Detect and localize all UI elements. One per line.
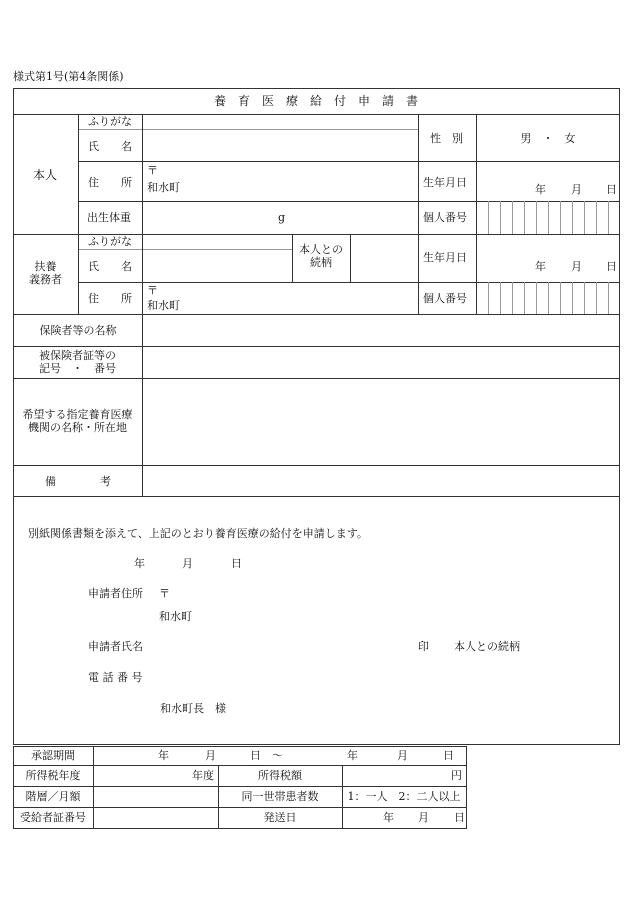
table-border-bottom: [13, 744, 620, 745]
yen-unit: 円: [451, 769, 462, 782]
addressee: 和水町長 様: [160, 702, 226, 715]
digit-divider: [572, 201, 573, 234]
seal-mark: 印: [418, 640, 429, 653]
approval-start-year: 年: [158, 749, 169, 762]
guardian-section-label: 扶養 義務者: [29, 260, 62, 286]
guardian-name-label: 氏 名: [88, 260, 132, 273]
insurer-label: 保険者等の名称: [39, 324, 117, 337]
infant-birth-month: 月: [571, 183, 582, 196]
approval-tilde: ～: [272, 749, 283, 762]
applicant-name-field[interactable]: [152, 636, 412, 656]
digit-divider: [608, 201, 609, 234]
digit-divider: [536, 282, 537, 314]
application-day: 日: [231, 557, 242, 570]
infant-id-number-boxes[interactable]: [476, 201, 620, 234]
digit-divider: [596, 201, 597, 234]
income-year-label: 所得税年度: [25, 769, 81, 782]
infant-section-label: 本人: [32, 168, 58, 182]
digit-divider: [512, 201, 513, 234]
digit-divider: [524, 201, 525, 234]
guardian-birth-year: 年: [535, 260, 546, 273]
digit-divider: [548, 201, 549, 234]
infant-id-number-label: 個人番号: [423, 211, 467, 224]
guardian-postal-mark: 〒: [147, 284, 158, 297]
infant-furigana-label: ふりがな: [88, 115, 132, 128]
send-date-label: 発送日: [263, 811, 297, 824]
digit-divider: [500, 201, 501, 234]
digit-divider: [536, 201, 537, 234]
infant-birthdate-label: 生年月日: [423, 176, 467, 189]
weight-unit: g: [278, 211, 286, 224]
infant-address-label: 住 所: [88, 176, 132, 189]
approval-start-month: 月: [205, 749, 216, 762]
infant-birth-year: 年: [535, 183, 546, 196]
same-household-label: 同一世帯患者数: [241, 790, 319, 803]
remarks-label: 備 考: [45, 475, 111, 488]
infant-gender-label: 性 別: [430, 132, 463, 145]
digit-divider: [524, 282, 525, 314]
application-month: 月: [182, 557, 193, 570]
applicant-postal-mark: 〒: [159, 587, 170, 600]
applicant-address-field[interactable]: [175, 584, 575, 624]
institution-field[interactable]: [143, 379, 619, 464]
guardian-town: 和水町: [147, 299, 180, 312]
guardian-birth-month: 月: [571, 260, 582, 273]
approval-end-day: 日: [443, 749, 454, 762]
digit-divider: [488, 201, 489, 234]
guardian-birthdate-label: 生年月日: [423, 251, 467, 264]
send-month: 月: [418, 811, 429, 824]
infant-name-label: 氏 名: [88, 140, 132, 153]
guardian-furigana-field[interactable]: [143, 235, 292, 248]
infant-address-field[interactable]: [160, 162, 418, 200]
applicant-name-label: 申請者氏名: [88, 640, 143, 653]
guardian-name-field[interactable]: [143, 250, 292, 281]
guardian-address-field[interactable]: [160, 283, 418, 313]
guardian-address-label: 住 所: [88, 292, 132, 305]
digit-divider: [584, 282, 585, 314]
form-label: 様式第1号(第4条関係): [13, 70, 124, 83]
digit-divider: [560, 282, 561, 314]
digit-divider: [560, 201, 561, 234]
infant-town: 和水町: [147, 181, 180, 194]
insurer-field[interactable]: [143, 315, 619, 345]
send-day: 日: [454, 811, 465, 824]
digit-divider: [584, 201, 585, 234]
table-border-right: [619, 88, 620, 745]
approval-end-year: 年: [347, 749, 358, 762]
applicant-phone-label: 電 話 番 号: [88, 671, 143, 684]
insurance-card-label: 被保険者証等の 記号 ・ 番号: [39, 349, 116, 375]
infant-birth-day: 日: [606, 183, 617, 196]
remarks-field[interactable]: [143, 466, 619, 495]
guardian-id-number-label: 個人番号: [423, 292, 467, 305]
form-title: 養 育 医 療 給 付 申 請 書: [213, 94, 419, 108]
applicant-address-label: 申請者住所: [88, 587, 143, 600]
approval-start-day: 日: [250, 749, 261, 762]
table-border-top: [13, 88, 620, 89]
fiscal-year-unit: 年度: [192, 769, 214, 782]
recipient-number-label: 受給者証番号: [20, 811, 86, 824]
infant-name-field[interactable]: [143, 130, 418, 160]
digit-divider: [512, 282, 513, 314]
guardian-furigana-label: ふりがな: [88, 235, 132, 248]
income-tax-label: 所得税額: [258, 769, 302, 782]
bracket-label: 階層／月額: [25, 790, 81, 803]
declaration-text: 別紙関係書類を添えて、上記のとおり養育医療の給付を申請します。: [28, 527, 368, 540]
relation-field[interactable]: [351, 235, 418, 281]
approval-end-month: 月: [397, 749, 408, 762]
send-year: 年: [383, 811, 394, 824]
digit-divider: [596, 282, 597, 314]
birth-weight-label: 出生体重: [87, 211, 131, 224]
guardian-birth-day: 日: [606, 260, 617, 273]
guardian-id-number-boxes[interactable]: [476, 282, 620, 314]
infant-furigana-field[interactable]: [143, 115, 418, 128]
digit-divider: [608, 282, 609, 314]
digit-divider: [500, 282, 501, 314]
digit-divider: [548, 282, 549, 314]
institution-label: 希望する指定養育医療 機関の名称・所在地: [22, 408, 133, 434]
digit-divider: [572, 282, 573, 314]
approval-period-label: 承認期間: [31, 749, 75, 762]
insurance-card-field[interactable]: [143, 347, 619, 377]
application-year: 年: [134, 557, 145, 570]
household-options: 1：一人 2：二人以上: [347, 790, 461, 803]
applicant-town: 和水町: [159, 610, 192, 623]
applicant-relation-label: 本人との続柄: [454, 640, 520, 653]
infant-postal-mark: 〒: [147, 164, 158, 177]
infant-gender-options[interactable]: 男 ・ 女: [520, 132, 576, 145]
relation-label: 本人との 続柄: [299, 243, 343, 269]
applicant-phone-field[interactable]: [152, 668, 412, 688]
digit-divider: [488, 282, 489, 314]
